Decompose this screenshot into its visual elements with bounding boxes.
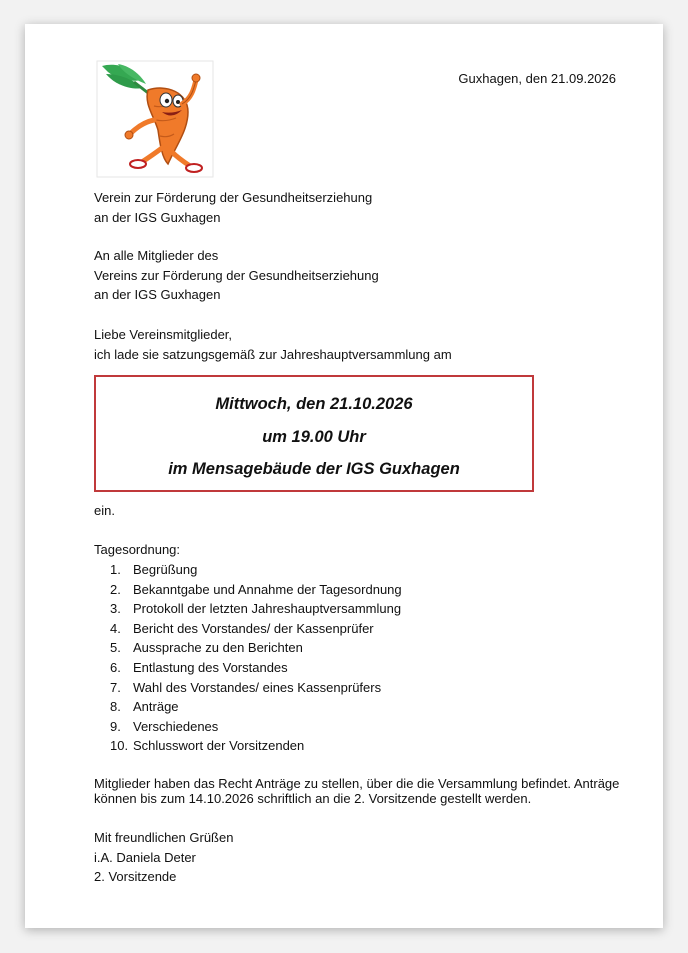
list-item (110, 580, 402, 600)
list-item-label: Verschiedenes (133, 718, 219, 734)
motions-note: Mitglieder haben das Recht Anträge zu stellen, über die die Versammlung befindet. Anträge können bis zum 14.10.2026 schriftlich an die 2. Vorsitzende gestellt werden. (94, 776, 620, 806)
list-item (110, 599, 402, 619)
recipient-line: an der IGS Guxhagen (94, 287, 221, 303)
list-item-number: 3. (110, 601, 121, 617)
after-box-text: ein. (94, 503, 115, 518)
list-item (110, 560, 402, 580)
meeting-place: im Mensagebäude der IGS Guxhagen (168, 460, 460, 478)
list-item-number: 8. (110, 699, 121, 715)
list-item-number: 6. (110, 659, 121, 675)
sender-line: Verein zur Förderung der Gesundheitserziehung (94, 190, 373, 205)
list-item-label: Bekanntgabe und Annahme der Tagesordnung (133, 581, 402, 597)
letter-date: Guxhagen, den 21.09.2026 (458, 71, 616, 86)
list-item-number: 2. (110, 581, 121, 597)
letter-page (25, 24, 663, 928)
list-item-label: Entlastung des Vorstandes (133, 659, 288, 675)
list-item-number: 7. (110, 679, 121, 695)
list-item-label: Aussprache zu den Berichten (133, 640, 303, 656)
closing-greeting: Mit freundlichen Grüßen (94, 830, 234, 845)
agenda-list (110, 560, 402, 756)
recipient-line: Vereins zur Förderung der Gesundheitserziehung (94, 267, 379, 283)
list-item-label: Schlusswort der Vorsitzenden (133, 738, 305, 754)
list-item (110, 697, 402, 717)
dancing-carrot-icon (96, 60, 214, 178)
agenda-heading: Tagesordnung: (94, 542, 181, 557)
closing (94, 828, 233, 887)
list-item-number: 9. (110, 718, 121, 734)
list-item-label: Bericht des Vorstandes/ der Kassenprüfer (133, 620, 374, 636)
signer-name: i.A. Daniela Deter (94, 849, 196, 865)
list-item (110, 717, 402, 737)
recipient-line: An alle Mitglieder des (94, 248, 219, 263)
list-item-label: Begrüßung (133, 562, 198, 577)
list-item (110, 619, 402, 639)
list-item-label: Protokoll der letzten Jahreshauptversammlung (133, 601, 402, 617)
list-item (110, 658, 402, 678)
meeting-date: Mittwoch, den 21.10.2026 (215, 395, 413, 413)
salutation (94, 325, 452, 364)
signer-role: 2. Vorsitzende (94, 869, 177, 885)
meeting-box (94, 375, 534, 492)
sender-line: an der IGS Guxhagen (94, 209, 221, 225)
recipient-address (94, 246, 379, 305)
list-item-label: Wahl des Vorstandes/ eines Kassenprüfers (133, 679, 382, 695)
salutation-line: Liebe Vereinsmitglieder, (94, 327, 233, 342)
list-item (110, 638, 402, 658)
list-item (110, 736, 402, 756)
list-item (110, 678, 402, 698)
list-item-number: 4. (110, 620, 121, 636)
list-item-number: 10. (110, 738, 129, 754)
sender-address (94, 188, 372, 227)
list-item-number: 5. (110, 640, 121, 656)
list-item-number: 1. (110, 562, 121, 577)
meeting-time: um 19.00 Uhr (262, 428, 366, 446)
list-item-label: Anträge (133, 699, 179, 715)
invitation-line: ich lade sie satzungsgemäß zur Jahreshauptversammlung am (94, 346, 452, 362)
